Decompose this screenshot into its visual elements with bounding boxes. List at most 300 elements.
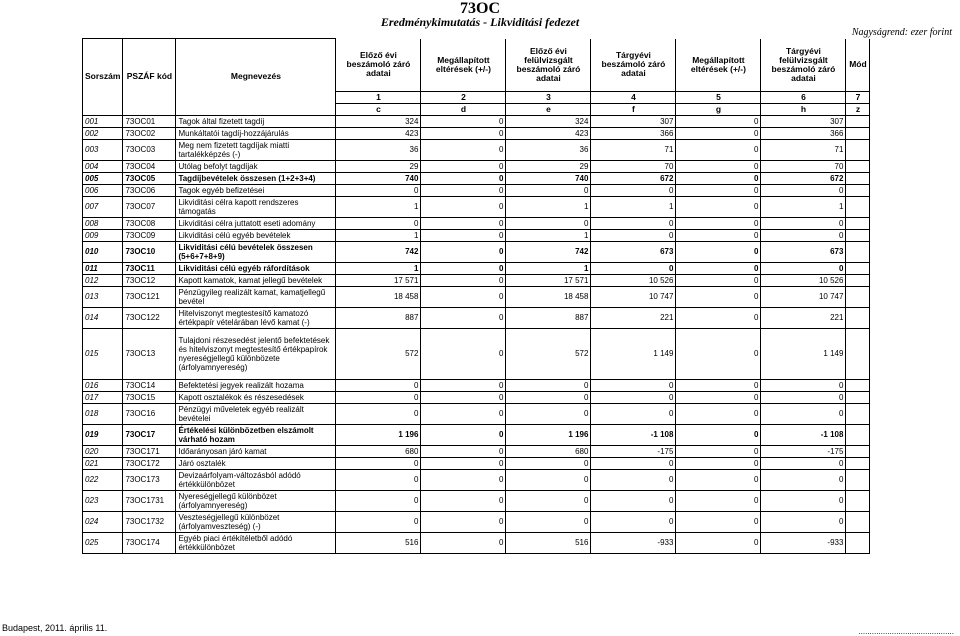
row-mod xyxy=(846,262,870,274)
row-sorszam: 017 xyxy=(83,391,123,403)
table-row xyxy=(83,127,870,139)
row-sorszam: 012 xyxy=(83,274,123,286)
row-value: 1 xyxy=(506,229,591,241)
row-value: 0 xyxy=(676,241,761,262)
row-value: 423 xyxy=(506,127,591,139)
row-value: 0 xyxy=(591,217,676,229)
row-pszaf-kod: 73OC06 xyxy=(123,184,176,196)
row-sorszam: 018 xyxy=(83,403,123,424)
row-value: 572 xyxy=(336,328,421,379)
row-value: 71 xyxy=(591,139,676,160)
row-value: -175 xyxy=(591,445,676,457)
row-value: 0 xyxy=(676,511,761,532)
row-megnevezes: Hitelviszonyt megtestesítő kamatozó értékpapír vételárában lévő kamat (-) xyxy=(176,307,336,328)
row-value: 18 458 xyxy=(506,286,591,307)
row-megnevezes: Likviditási célú bevételek összesen (5+6+7+8+9) xyxy=(176,241,336,262)
row-value: 29 xyxy=(506,160,591,172)
row-mod xyxy=(846,445,870,457)
row-sorszam: 004 xyxy=(83,160,123,172)
row-mod xyxy=(846,286,870,307)
row-value: 0 xyxy=(761,391,846,403)
row-pszaf-kod: 73OC01 xyxy=(123,115,176,127)
header-col-letter: e xyxy=(506,103,591,115)
row-megnevezes: Meg nem fizetett tagdíjak miatti tartalékképzés (-) xyxy=(176,139,336,160)
row-megnevezes: Befektetési jegyek realizált hozama xyxy=(176,379,336,391)
table-row xyxy=(83,184,870,196)
row-value: 0 xyxy=(591,457,676,469)
table-row xyxy=(83,172,870,184)
row-value: 1 xyxy=(506,196,591,217)
table-row xyxy=(83,307,870,328)
row-pszaf-kod: 73OC172 xyxy=(123,457,176,469)
row-value: 0 xyxy=(676,328,761,379)
row-value: 0 xyxy=(761,457,846,469)
table-row xyxy=(83,445,870,457)
row-sorszam: 006 xyxy=(83,184,123,196)
row-value: 0 xyxy=(591,379,676,391)
row-value: 0 xyxy=(336,511,421,532)
row-pszaf-kod: 73OC122 xyxy=(123,307,176,328)
row-value: 10 747 xyxy=(591,286,676,307)
row-value: 516 xyxy=(336,532,421,553)
row-value: 0 xyxy=(591,262,676,274)
table-row xyxy=(83,490,870,511)
row-pszaf-kod: 73OC14 xyxy=(123,379,176,391)
row-value: 0 xyxy=(506,403,591,424)
table-row xyxy=(83,196,870,217)
row-value: 0 xyxy=(421,184,506,196)
row-value: 0 xyxy=(761,184,846,196)
report-subtitle: Eredménykimutatás - Likviditási fedezet xyxy=(380,15,580,29)
header-col-number: 6 xyxy=(761,91,846,103)
table-row xyxy=(83,469,870,490)
row-mod xyxy=(846,127,870,139)
row-megnevezes: Tagdíjbevételek összesen (1+2+3+4) xyxy=(176,172,336,184)
row-megnevezes: Tulajdoni részesedést jelentő befektetések és hitelviszonyt megtestesítő értékpapírok nyereségjellegű különbözete (árfolyamnyereség) xyxy=(176,328,336,379)
table-row xyxy=(83,139,870,160)
row-sorszam: 021 xyxy=(83,457,123,469)
row-value: 0 xyxy=(676,229,761,241)
table-row xyxy=(83,391,870,403)
row-value: 0 xyxy=(506,379,591,391)
row-mod xyxy=(846,511,870,532)
row-value: 324 xyxy=(506,115,591,127)
row-sorszam: 016 xyxy=(83,379,123,391)
row-pszaf-kod: 73OC12 xyxy=(123,274,176,286)
header-col-letter: h xyxy=(761,103,846,115)
row-pszaf-kod: 73OC05 xyxy=(123,172,176,184)
row-megnevezes: Pénzügyi műveletek egyéb realizált bevételei xyxy=(176,403,336,424)
row-value: 0 xyxy=(676,139,761,160)
row-value: 1 xyxy=(336,196,421,217)
row-value: 221 xyxy=(591,307,676,328)
row-value: 1 xyxy=(591,196,676,217)
row-value: 0 xyxy=(676,196,761,217)
row-megnevezes: Egyéb piaci értékítéletből adódó értékkülönbözet xyxy=(176,532,336,553)
row-megnevezes: Likviditási célra juttatott eseti adomány xyxy=(176,217,336,229)
row-pszaf-kod: 73OC02 xyxy=(123,127,176,139)
row-value: 10 747 xyxy=(761,286,846,307)
row-mod xyxy=(846,196,870,217)
header-col-number: 2 xyxy=(421,91,506,103)
header-col-number: 1 xyxy=(336,91,421,103)
row-value: 673 xyxy=(761,241,846,262)
table-row xyxy=(83,379,870,391)
table-row xyxy=(83,229,870,241)
row-value: 680 xyxy=(336,445,421,457)
row-value: 742 xyxy=(336,241,421,262)
row-pszaf-kod: 73OC09 xyxy=(123,229,176,241)
row-value: 0 xyxy=(336,457,421,469)
row-value: 516 xyxy=(506,532,591,553)
row-value: 0 xyxy=(591,391,676,403)
row-value: 0 xyxy=(676,469,761,490)
row-value: -1 108 xyxy=(761,424,846,445)
row-value: 17 571 xyxy=(506,274,591,286)
row-value: 1 149 xyxy=(761,328,846,379)
table-row xyxy=(83,241,870,262)
row-value: 0 xyxy=(676,172,761,184)
unit-note: Nagyságrend: ezer forint xyxy=(851,27,952,38)
row-value: 0 xyxy=(676,490,761,511)
row-megnevezes: Tagok egyéb befizetései xyxy=(176,184,336,196)
table-row xyxy=(83,457,870,469)
row-value: 0 xyxy=(421,445,506,457)
header-col-number: 7 xyxy=(846,91,870,103)
row-sorszam: 019 xyxy=(83,424,123,445)
row-sorszam: 013 xyxy=(83,286,123,307)
row-pszaf-kod: 73OC04 xyxy=(123,160,176,172)
row-sorszam: 024 xyxy=(83,511,123,532)
row-value: 0 xyxy=(336,379,421,391)
row-pszaf-kod: 73OC173 xyxy=(123,469,176,490)
row-value: 1 xyxy=(761,196,846,217)
row-value: 0 xyxy=(336,391,421,403)
row-mod xyxy=(846,424,870,445)
row-mod xyxy=(846,217,870,229)
row-mod xyxy=(846,139,870,160)
row-value: 1 196 xyxy=(336,424,421,445)
row-value: 366 xyxy=(761,127,846,139)
row-value: 0 xyxy=(761,469,846,490)
row-value: 0 xyxy=(421,532,506,553)
header-col6: Tárgyévi felülvizsgált beszámoló záró adatai xyxy=(761,39,846,92)
row-value: 0 xyxy=(421,490,506,511)
row-value: 0 xyxy=(421,196,506,217)
row-value: 742 xyxy=(506,241,591,262)
row-value: 0 xyxy=(676,391,761,403)
row-value: 1 196 xyxy=(506,424,591,445)
row-mod xyxy=(846,328,870,379)
table-row xyxy=(83,424,870,445)
row-value: 1 xyxy=(336,229,421,241)
row-value: 0 xyxy=(676,160,761,172)
row-value: 740 xyxy=(506,172,591,184)
table-row xyxy=(83,262,870,274)
row-value: 17 571 xyxy=(336,274,421,286)
row-sorszam: 008 xyxy=(83,217,123,229)
row-value: 0 xyxy=(591,490,676,511)
row-megnevezes: Időarányosan járó kamat xyxy=(176,445,336,457)
row-value: 0 xyxy=(761,262,846,274)
row-value: 0 xyxy=(591,403,676,424)
row-value: 71 xyxy=(761,139,846,160)
header-col-letter: c xyxy=(336,103,421,115)
row-sorszam: 025 xyxy=(83,532,123,553)
row-sorszam: 014 xyxy=(83,307,123,328)
table-row xyxy=(83,328,870,379)
row-mod xyxy=(846,229,870,241)
row-value: 0 xyxy=(506,391,591,403)
row-mod xyxy=(846,532,870,553)
header-col-letter: d xyxy=(421,103,506,115)
row-mod xyxy=(846,379,870,391)
row-megnevezes: Kapott osztalékok és részesedések xyxy=(176,391,336,403)
row-value: 572 xyxy=(506,328,591,379)
row-value: 887 xyxy=(336,307,421,328)
row-value: 0 xyxy=(761,403,846,424)
row-value: 0 xyxy=(421,139,506,160)
row-value: 324 xyxy=(336,115,421,127)
row-value: 0 xyxy=(336,469,421,490)
row-value: 0 xyxy=(591,229,676,241)
row-value: 0 xyxy=(421,511,506,532)
row-value: 0 xyxy=(506,511,591,532)
header-col-number: 3 xyxy=(506,91,591,103)
row-value: 0 xyxy=(421,160,506,172)
row-value: 0 xyxy=(336,490,421,511)
row-value: 680 xyxy=(506,445,591,457)
row-value: 0 xyxy=(676,262,761,274)
row-value: 672 xyxy=(591,172,676,184)
row-megnevezes: Nyereségjellegű különbözet (árfolyamnyereség) xyxy=(176,490,336,511)
row-value: 307 xyxy=(591,115,676,127)
row-value: 0 xyxy=(421,391,506,403)
row-value: 1 xyxy=(336,262,421,274)
row-value: 0 xyxy=(421,328,506,379)
row-value: -1 108 xyxy=(591,424,676,445)
footer-place-date: Budapest, 2011. április 11. xyxy=(2,623,108,633)
row-value: 221 xyxy=(761,307,846,328)
row-value: 423 xyxy=(336,127,421,139)
row-sorszam: 003 xyxy=(83,139,123,160)
table-row xyxy=(83,511,870,532)
row-value: 0 xyxy=(761,379,846,391)
row-pszaf-kod: 73OC15 xyxy=(123,391,176,403)
row-sorszam: 022 xyxy=(83,469,123,490)
row-value: 0 xyxy=(676,184,761,196)
header-col-number: 4 xyxy=(591,91,676,103)
row-mod xyxy=(846,490,870,511)
report-table xyxy=(82,38,870,554)
row-megnevezes: Értékelési különbözetben elszámolt várható hozam xyxy=(176,424,336,445)
row-value: -933 xyxy=(591,532,676,553)
table-row xyxy=(83,217,870,229)
row-megnevezes: Munkáltatói tagdíj-hozzájárulás xyxy=(176,127,336,139)
row-sorszam: 015 xyxy=(83,328,123,379)
row-pszaf-kod: 73OC16 xyxy=(123,403,176,424)
table-row xyxy=(83,532,870,553)
row-value: 0 xyxy=(676,115,761,127)
table-row xyxy=(83,274,870,286)
row-megnevezes: Likviditási célú egyéb ráfordítások xyxy=(176,262,336,274)
header-pszaf-kod: PSZÁF kód xyxy=(123,39,176,116)
row-sorszam: 011 xyxy=(83,262,123,274)
row-pszaf-kod: 73OC121 xyxy=(123,286,176,307)
row-megnevezes: Tagok által fizetett tagdíj xyxy=(176,115,336,127)
header-col4: Tárgyévi beszámoló záró adatai xyxy=(591,39,676,92)
row-mod xyxy=(846,241,870,262)
header-col-letter: f xyxy=(591,103,676,115)
row-pszaf-kod: 73OC1731 xyxy=(123,490,176,511)
row-value: 1 149 xyxy=(591,328,676,379)
row-value: 0 xyxy=(676,457,761,469)
row-value: 0 xyxy=(761,217,846,229)
row-megnevezes: Kapott kamatok, kamat jellegű bevételek xyxy=(176,274,336,286)
header-col-number: 5 xyxy=(676,91,761,103)
row-sorszam: 023 xyxy=(83,490,123,511)
table-row xyxy=(83,160,870,172)
row-mod xyxy=(846,457,870,469)
header-col5: Megállapított eltérések (+/-) xyxy=(676,39,761,92)
row-sorszam: 020 xyxy=(83,445,123,457)
row-sorszam: 002 xyxy=(83,127,123,139)
row-value: 36 xyxy=(506,139,591,160)
row-megnevezes: Likviditási célra kapott rendszeres támogatás xyxy=(176,196,336,217)
row-megnevezes: Pénzügyileg realizált kamat, kamatjellegű bevétel xyxy=(176,286,336,307)
row-pszaf-kod: 73OC13 xyxy=(123,328,176,379)
row-mod xyxy=(846,184,870,196)
row-value: 0 xyxy=(421,379,506,391)
header-col1: Előző évi beszámoló záró adatai xyxy=(336,39,421,92)
row-value: -175 xyxy=(761,445,846,457)
row-value: 887 xyxy=(506,307,591,328)
row-value: 29 xyxy=(336,160,421,172)
row-sorszam: 001 xyxy=(83,115,123,127)
row-value: 672 xyxy=(761,172,846,184)
table-row xyxy=(83,115,870,127)
row-pszaf-kod: 73OC11 xyxy=(123,262,176,274)
row-value: 0 xyxy=(421,274,506,286)
row-value: 0 xyxy=(421,262,506,274)
row-value: 0 xyxy=(676,286,761,307)
row-value: 0 xyxy=(421,172,506,184)
row-value: 0 xyxy=(421,286,506,307)
header-col3: Előző évi felülvizsgált beszámoló záró adatai xyxy=(506,39,591,92)
row-mod xyxy=(846,469,870,490)
row-value: 0 xyxy=(421,307,506,328)
row-value: 0 xyxy=(336,403,421,424)
row-value: 0 xyxy=(676,445,761,457)
row-mod xyxy=(846,403,870,424)
row-pszaf-kod: 73OC03 xyxy=(123,139,176,160)
row-value: 0 xyxy=(421,127,506,139)
footer-signature-line: ........................................... xyxy=(858,627,954,636)
header-mod: Mód xyxy=(846,39,870,92)
row-value: 10 526 xyxy=(761,274,846,286)
row-value: 0 xyxy=(761,490,846,511)
row-value: 0 xyxy=(506,217,591,229)
row-value: 0 xyxy=(421,217,506,229)
row-megnevezes: Veszteségjellegű különbözet (árfolyamveszteség) (-) xyxy=(176,511,336,532)
row-pszaf-kod: 73OC1732 xyxy=(123,511,176,532)
row-value: 0 xyxy=(506,184,591,196)
row-value: 0 xyxy=(421,469,506,490)
row-sorszam: 010 xyxy=(83,241,123,262)
report-code: 73OC xyxy=(460,0,500,17)
row-sorszam: 005 xyxy=(83,172,123,184)
row-value: 0 xyxy=(676,307,761,328)
row-value: 0 xyxy=(676,424,761,445)
row-value: 0 xyxy=(421,403,506,424)
row-value: 0 xyxy=(421,457,506,469)
row-value: 0 xyxy=(506,490,591,511)
row-mod xyxy=(846,274,870,286)
row-megnevezes: Utólag befolyt tagdíjak xyxy=(176,160,336,172)
row-mod xyxy=(846,307,870,328)
table-row xyxy=(83,286,870,307)
table-row xyxy=(83,403,870,424)
row-value: 0 xyxy=(336,217,421,229)
row-value: 0 xyxy=(591,184,676,196)
row-pszaf-kod: 73OC07 xyxy=(123,196,176,217)
row-mod xyxy=(846,172,870,184)
row-value: 0 xyxy=(591,469,676,490)
row-value: 0 xyxy=(676,379,761,391)
row-pszaf-kod: 73OC08 xyxy=(123,217,176,229)
row-value: 0 xyxy=(591,511,676,532)
row-value: 0 xyxy=(421,115,506,127)
row-mod xyxy=(846,160,870,172)
row-value: 0 xyxy=(676,127,761,139)
row-value: 673 xyxy=(591,241,676,262)
row-megnevezes: Devizaárfolyam-változásból adódó értékkülönbözet xyxy=(176,469,336,490)
row-value: 366 xyxy=(591,127,676,139)
row-value: 0 xyxy=(336,184,421,196)
row-value: 18 458 xyxy=(336,286,421,307)
row-sorszam: 009 xyxy=(83,229,123,241)
row-value: 36 xyxy=(336,139,421,160)
row-value: 10 526 xyxy=(591,274,676,286)
header-col2: Megállapított eltérések (+/-) xyxy=(421,39,506,92)
row-value: 0 xyxy=(676,532,761,553)
header-col-letter: g xyxy=(676,103,761,115)
row-value: 70 xyxy=(761,160,846,172)
row-value: -933 xyxy=(761,532,846,553)
header-col-letter: z xyxy=(846,103,870,115)
row-pszaf-kod: 73OC171 xyxy=(123,445,176,457)
row-value: 740 xyxy=(336,172,421,184)
row-value: 0 xyxy=(676,403,761,424)
row-megnevezes: Járó osztalék xyxy=(176,457,336,469)
row-mod xyxy=(846,115,870,127)
row-value: 0 xyxy=(761,229,846,241)
row-value: 0 xyxy=(421,241,506,262)
row-pszaf-kod: 73OC17 xyxy=(123,424,176,445)
row-value: 0 xyxy=(421,424,506,445)
row-mod xyxy=(846,391,870,403)
row-sorszam: 007 xyxy=(83,196,123,217)
row-megnevezes: Likviditási célú egyéb bevételek xyxy=(176,229,336,241)
row-value: 0 xyxy=(421,229,506,241)
header-sorszam: Sorszám xyxy=(83,39,123,116)
header-megnevezes: Megnevezés xyxy=(176,39,336,116)
row-value: 1 xyxy=(506,262,591,274)
row-value: 307 xyxy=(761,115,846,127)
row-pszaf-kod: 73OC174 xyxy=(123,532,176,553)
row-value: 0 xyxy=(506,457,591,469)
row-value: 70 xyxy=(591,160,676,172)
